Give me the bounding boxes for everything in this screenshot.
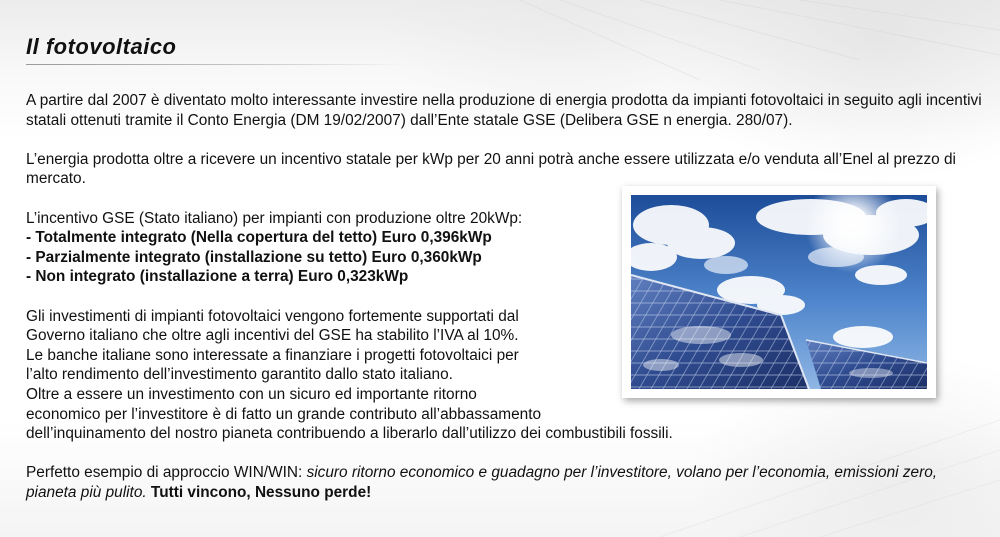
investments-line: Gli investimenti di impianti fotovoltaici vengono fortemente supportati dal bbox=[26, 307, 519, 325]
paragraph-intro: A partire dal 2007 è diventato molto interessante investire nella produzione di energia prodotta da impianti fotovoltaici in seguito agli incentivi statali ottenuti tramite il Conto Energia (DM 19/02/2007) dall’Ente statale GSE (Delibera GSE n energia. 280/07). bbox=[26, 92, 982, 129]
page-title: Il fotovoltaico bbox=[26, 34, 177, 59]
incentive-item: - Totalmente integrato (Nella copertura del tetto) Euro 0,396kWp bbox=[26, 229, 492, 247]
investments-line: l’alto rendimento dell’investimento garantito dallo stato italiano. bbox=[26, 366, 453, 384]
incentive-item: - Non integrato (installazione a terra) Euro 0,323kWp bbox=[26, 268, 409, 286]
title-divider bbox=[26, 64, 406, 65]
investments-line: Governo italiano che oltre agli incentivi del GSE ha stabilito l’IVA al 10%. bbox=[26, 327, 519, 345]
paragraph-win-win bbox=[26, 463, 988, 502]
win-win-slogan: Tutti vincono, Nessuno perde! bbox=[146, 483, 372, 501]
paragraph-energy-sale: L’energia prodotta oltre a ricevere un incentivo statale per kWp per 20 anni potrà anche essere utilizzata e/o venduta all’Enel al prezzo di mercato. bbox=[26, 150, 956, 188]
win-win-benefits: sicuro ritorno economico e guadagno per l’investitore, volano per l’economia, emissioni zero, pianeta più pulito. bbox=[26, 464, 938, 501]
solar-panels-illustration bbox=[631, 195, 927, 389]
win-win-lead: Perfetto esempio di approccio WIN/WIN: bbox=[26, 464, 307, 482]
solar-panels-photo bbox=[631, 195, 927, 389]
investments-line: Oltre a essere un investimento con un sicuro ed importante ritorno bbox=[26, 385, 477, 403]
incentives-intro: L’incentivo GSE (Stato italiano) per impianti con produzione oltre 20kWp: bbox=[26, 209, 523, 227]
incentive-item: - Parzialmente integrato (installazione su tetto) Euro 0,360kWp bbox=[26, 248, 482, 266]
investments-line: Le banche italiane sono interessate a finanziare i progetti fotovoltaici per bbox=[26, 346, 519, 364]
investments-tail: economico per l’investitore è di fatto un grande contributo all’abbassamento dell’inquinamento del nostro pianeta contribuendo a liberarlo dall’utilizzo dei combustibili fossili. bbox=[26, 405, 673, 443]
solar-panels-photo-frame bbox=[622, 186, 936, 398]
